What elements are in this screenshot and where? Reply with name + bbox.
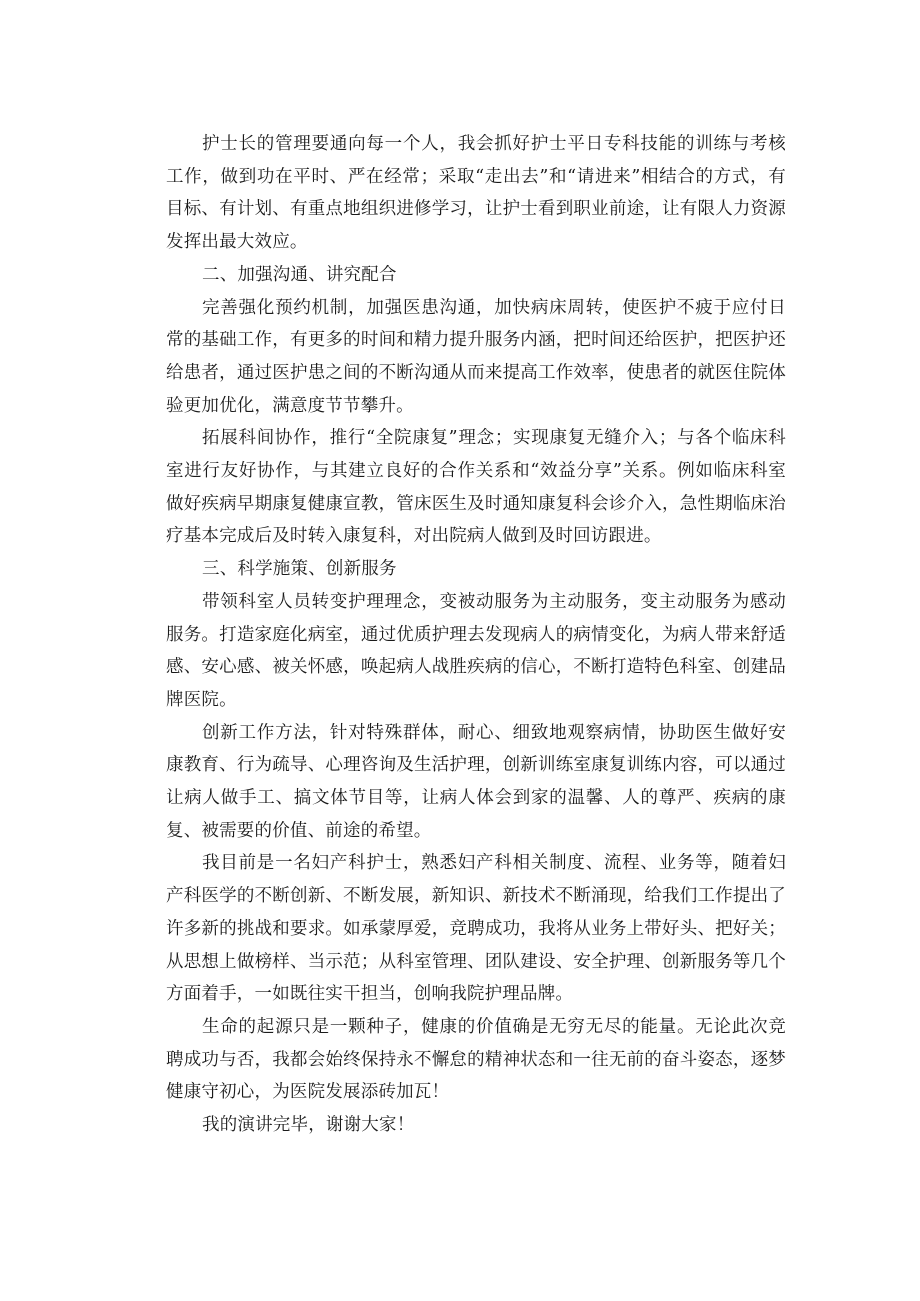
paragraph-personal-background: 我目前是一名妇产科护士，熟悉妇产科相关制度、流程、业务等，随着妇产科医学的不断创新、不断发展，新知识、新技术不断涌现，给我们工作提出了许多新的挑战和要求。如承蒙厚爱，竞聘成功，我将从业务上带好头、把好关；从思想上做榜样、当示范；从科室管理、团队建设、安全护理、创新服务等几个方面着手，一如既往实干担当，创响我院护理品牌。	[166, 853, 786, 1005]
paragraph-thanks: 我的演讲完毕，谢谢大家！	[202, 1115, 415, 1136]
document-page	[166, 128, 786, 1142]
section-heading-innovation: 三、科学施策、创新服务	[202, 559, 397, 580]
paragraph-appointment-mechanism: 完善强化预约机制，加强医患沟通，加快病床周转，使医护不疲于应付日常的基础工作，有更多的时间和精力提升服务内涵，把时间还给医护，把医护还给患者，通过医护患之间的不断沟通从而来提高工作效率，使患者的就医住院体验更加优化，满意度节节攀升。	[166, 297, 786, 416]
paragraph-work-methods: 创新工作方法，针对特殊群体，耐心、细致地观察病情，协助医生做好安康教育、行为疏导、心理咨询及生活护理，创新训练室康复训练内容，可以通过让病人做手工、搞文体节目等，让病人体会到家的温馨、人的尊严、疾病的康复、被需要的价值、前途的希望。	[166, 722, 786, 841]
section-heading-communication: 二、加强沟通、讲究配合	[202, 264, 397, 285]
paragraph-nurse-management: 护士长的管理要通向每一个人，我会抓好护士平日专科技能的训练与考核工作，做到功在平时、严在经常；采取“走出去”和“请进来”相结合的方式，有目标、有计划、有重点地组织进修学习，让护士看到职业前途，让有限人力资源发挥出最大效应。	[166, 134, 786, 253]
paragraph-department-collaboration: 拓展科间协作，推行“全院康复”理念；实现康复无缝介入；与各个临床科室进行友好协作，与其建立良好的合作关系和“效益分享”关系。例如临床科室做好疾病早期康复健康宣教，管床医生及时通知康复科会诊介入，急性期临床治疗基本完成后及时转入康复科，对出院病人做到及时回访跟进。	[166, 428, 786, 547]
paragraph-nursing-philosophy: 带领科室人员转变护理理念，变被动服务为主动服务，变主动服务为感动服务。打造家庭化病室，通过优质护理去发现病人的病情变化，为病人带来舒适感、安心感、被关怀感，唤起病人战胜疾病的信心，不断打造特色科室、创建品牌医院。	[166, 591, 786, 710]
paragraph-closing-commitment: 生命的起源只是一颗种子，健康的价值确是无穷无尽的能量。无论此次竞聘成功与否，我都会始终保持永不懈怠的精神状态和一往无前的奋斗姿态，逐梦健康守初心，为医院发展添砖加瓦！	[166, 1016, 786, 1103]
